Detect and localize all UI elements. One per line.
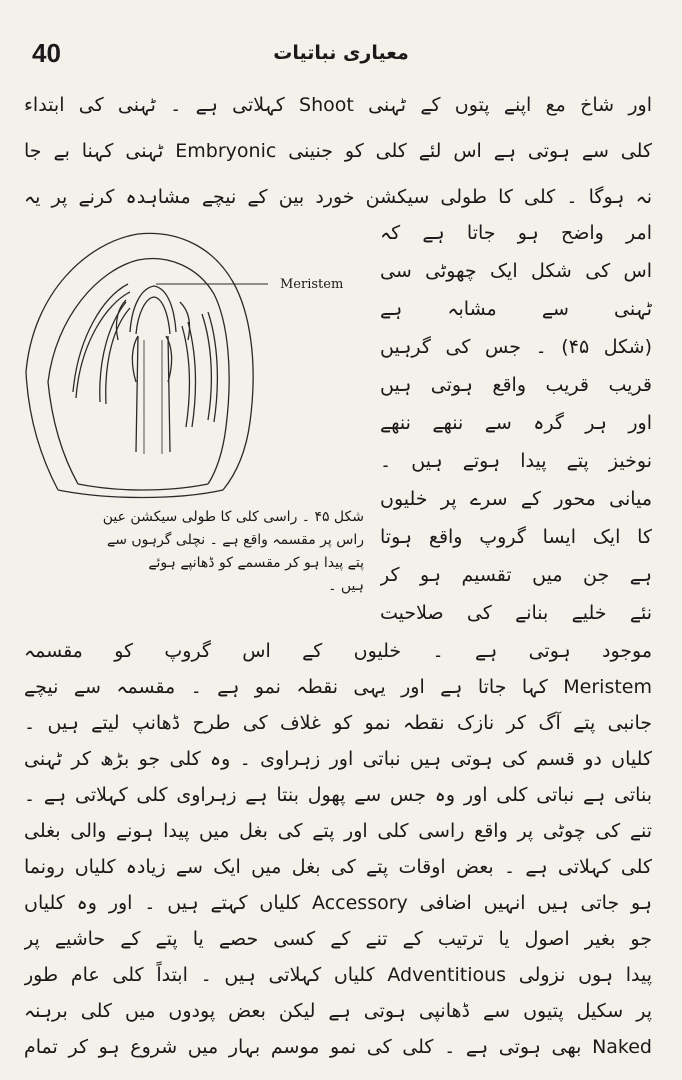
- caption-line: راس پر مقسمہ واقع ہے ۔ نچلی گرہوں سے: [106, 532, 364, 548]
- text-line: تنے کی چوٹی پر واقع راسی کلی اور پتے کی بغل میں پیدا ہونے والی بغلی: [24, 820, 652, 842]
- caption-line: شکل ۴۵ ۔ راسی کلی کا طولی سیکشن عین: [102, 509, 364, 525]
- text-line: جانبی پتے آگ کر نازک نقطہ نمو کو غلاف کی طرح ڈھانپ لیتے ہیں ۔: [24, 712, 652, 734]
- text-line: میانی محور کے سرے پر خلیوں: [380, 488, 652, 510]
- caption-line: پتے پیدا ہو کر مقسمے کو ڈھانپے ہوئے: [148, 555, 364, 571]
- text-line: کلی کہلاتی ہے ۔ بعض اوقات پتے کی بغل میں ایک سے زیادہ کلیاں رونما: [24, 856, 652, 878]
- text-line: نئے خلیے بنانے کی صلاحیت: [380, 602, 652, 624]
- running-title: معیاری نباتیات: [273, 42, 409, 64]
- text-line: (شکل ۴۵) ۔ جس کی گرہیں: [380, 336, 652, 358]
- page-number: 40: [32, 38, 61, 68]
- text-line: بناتی ہے نباتی کلی اور وہ جس سے پھول بنتا ہے زہراوی کلی کہلاتی ہے ۔: [24, 784, 652, 806]
- text-line: ہے جن میں تقسیم ہو کر: [380, 564, 652, 586]
- text-line: اور شاخ مع اپنے پتوں کے ٹہنی Shoot کہلاتی ہے ۔ ٹہنی کی ابتداء: [24, 94, 652, 116]
- text-line: اس کی شکل ایک چھوٹی سی: [380, 260, 652, 282]
- text-line: نوخیز پتے پیدا ہوتے ہیں ۔: [380, 450, 652, 472]
- meristem-label: Meristem: [280, 277, 344, 292]
- text-line: قریب قریب واقع ہوتی ہیں: [380, 374, 652, 396]
- text-line: ٹہنی سے مشابہ ہے: [380, 298, 652, 320]
- text-line: اور ہر گرہ سے ننھے ننھے: [380, 412, 652, 434]
- text-line: نہ ہوگا ۔ کلی کا طولی سیکشن خورد بین کے نیچے مشاہدہ کرنے پر یہ: [24, 186, 652, 208]
- text-line: Naked بھی ہوتی ہے ۔ کلی کی نمو موسم بہار میں شروع ہو کر تمام: [24, 1036, 652, 1058]
- bud-section-drawing: [26, 233, 253, 497]
- text-line: جو بغیر اصول یا ترتیب کے تنے کے کسی حصے یا پتے کے حاشیے پر: [24, 928, 652, 950]
- text-line: کلی سے ہوتی ہے اس لئے کلی کو جنینی Embryonic ٹہنی کہنا بے جا: [24, 140, 652, 162]
- text-line: پیدا ہوں نزولی Adventitious کلیاں کہلاتی ہیں ۔ ابتداً کلی عام طور: [24, 964, 652, 986]
- page-header: [30, 38, 652, 78]
- text-line: ہو جاتی ہیں انہیں اضافی Accessory کلیاں کہتے ہیں ۔ اور وہ کلیاں: [24, 892, 652, 914]
- caption-line: ہیں ۔: [328, 578, 364, 594]
- text-line: Meristem کہا جاتا ہے اور یہی نقطہ نمو ہے ۔ مقسمہ سے نیچے: [24, 676, 652, 698]
- text-line: پر سکیل پتیوں سے ڈھانپی ہوتی ہے لیکن بعض پودوں میں کلی برہنہ: [24, 1000, 652, 1022]
- figure-caption: [24, 506, 364, 598]
- text-line: کا ایک ایسا گروپ واقع ہوتا: [380, 526, 652, 548]
- text-line: موجود ہوتی ہے ۔ خلیوں کے اس گروپ کو مقسمہ: [24, 640, 652, 662]
- text-line: کلیاں دو قسم کی ہوتی ہیں نباتی اور زہراوی ۔ وہ کلی جو بڑھ کر ٹہنی: [24, 748, 652, 770]
- text-line: امر واضح ہو جاتا ہے کہ: [380, 222, 652, 244]
- bud-section-figure: [18, 222, 363, 507]
